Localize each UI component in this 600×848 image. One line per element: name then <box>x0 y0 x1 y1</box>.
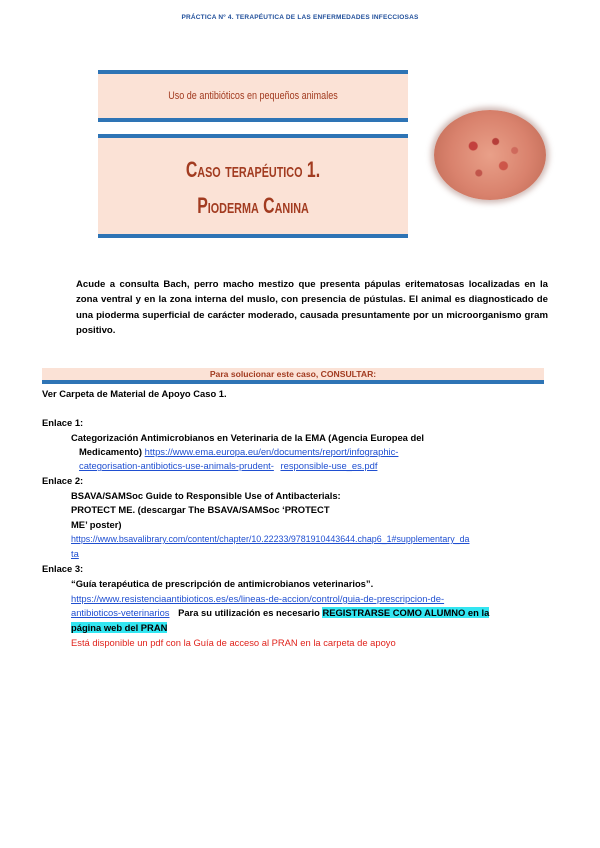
link1-url-cont[interactable]: categorisation-antibiotics-use-animals-prudent- <box>79 460 274 471</box>
link2-label: Enlace 2: <box>42 475 84 486</box>
link1-title: Categorización Antimicrobianos en Veterinaria de la EMA (Agencia Europea del <box>71 432 425 443</box>
case-title <box>141 152 364 224</box>
subtitle: Uso de antibióticos en pequeños animales <box>168 90 338 102</box>
case-title-line2: Pioderma Canina <box>197 193 309 218</box>
register-highlight-end: página web del PRAN <box>71 622 168 633</box>
link1-url[interactable]: https://www.ema.europa.eu/en/documents/report/infographic- <box>144 446 399 457</box>
subtitle-bottom-bar <box>98 118 408 122</box>
link3-note: Para su utilización es necesario <box>178 607 320 618</box>
link2-title-cont: PROTECT ME. (descargar The BSAVA/SAMSoc ‘PROTECT <box>71 504 330 515</box>
case-description: Acude a consulta Bach, perro macho mestizo que presenta pápulas eritematosas localizadas en la zona ventral y en la zona interna del muslo, con presencia de pústulas. El animal es diagnosticado de una pioderma superficial de carácter moderado, causada presuntamente por un microorganismo gram positivo. <box>76 279 548 336</box>
consult-bar <box>42 380 544 384</box>
link2-url-end[interactable]: ta <box>71 548 79 559</box>
skin-lesion-photo <box>434 110 546 200</box>
register-highlight: REGISTRARSE COMO ALUMNO en la <box>322 607 490 618</box>
support-folder-text: Ver Carpeta de Material de Apoyo Caso 1. <box>42 388 227 399</box>
link3-title: “Guía terapéutica de prescripción de antimicrobianos veterinarios”. <box>71 578 374 589</box>
link3-url-end[interactable]: antibioticos-veterinarios <box>71 607 170 618</box>
case-title-line1: Caso terapéutico 1. <box>185 157 321 182</box>
link1-url-end[interactable]: responsible-use_es.pdf <box>280 460 378 471</box>
link1-title-end: Medicamento) <box>79 446 143 457</box>
link2-url[interactable]: https://www.bsavalibrary.com/content/chapter/10.22233/9781910443644.chap6_1#supplementary_da <box>71 534 470 544</box>
document-header: PRÁCTICA Nº 4. TERAPÉUTICA DE LAS ENFERMEDADES INFECCIOSAS <box>181 14 419 21</box>
link2-title-end: ME’ poster) <box>71 519 122 530</box>
link1-label: Enlace 1: <box>42 417 84 428</box>
title-bottom-bar <box>98 234 408 238</box>
link2-title: BSAVA/SAMSoc Guide to Responsible Use of Antibacterials: <box>71 490 341 501</box>
pran-guide-note: Está disponible un pdf con la Guía de acceso al PRAN en la carpeta de apoyo <box>71 637 396 648</box>
link3-url[interactable]: https://www.resistenciaantibioticos.es/es/lineas-de-accion/control/guia-de-prescripcion-de- <box>71 593 445 604</box>
consult-heading: Para solucionar este caso, CONSULTAR: <box>42 368 544 380</box>
link3-label: Enlace 3: <box>42 563 84 574</box>
